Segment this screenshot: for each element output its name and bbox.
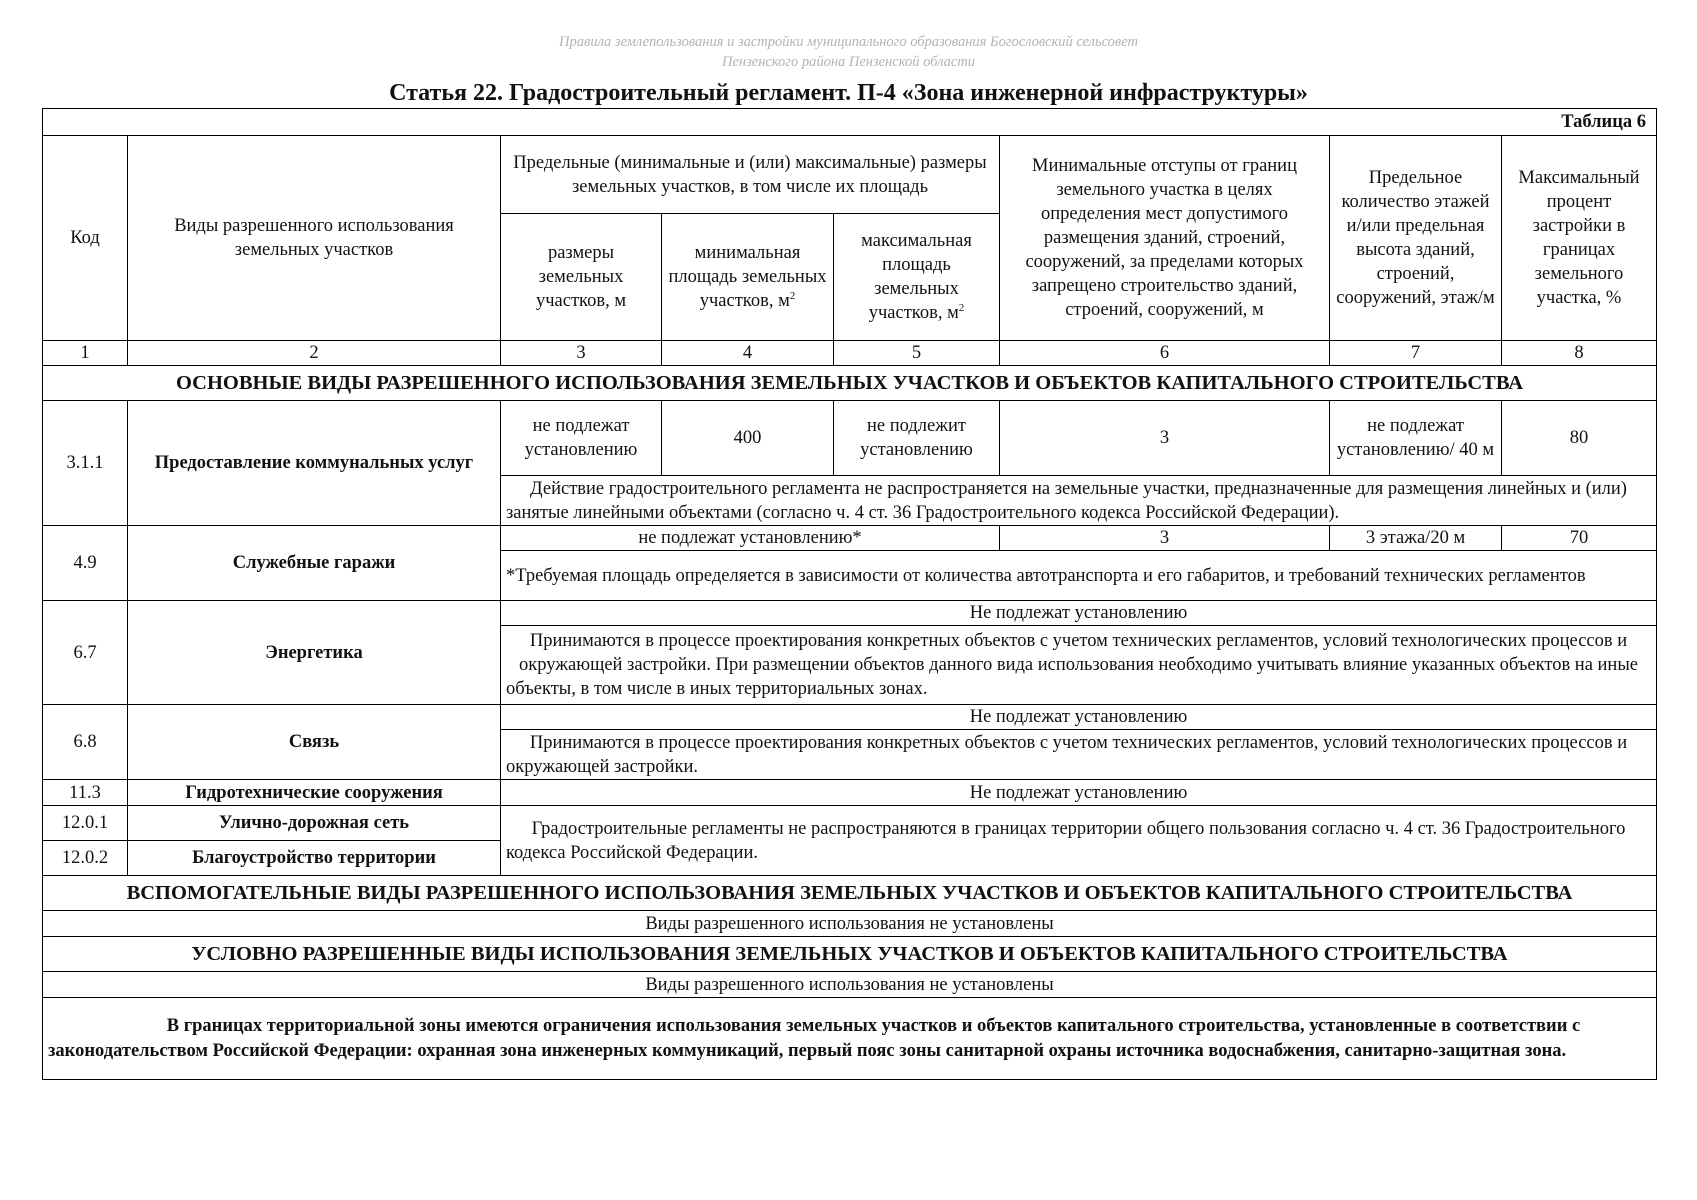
header-floors: Предельное количество этажей и/или предельная высота зданий, строений, сооружений, этаж/м — [1330, 136, 1502, 341]
header-coverage: Максимальный процент застройки в границах земельного участка, % — [1502, 136, 1657, 341]
header-max-area-text: максимальная площадь земельных участков, м — [861, 231, 972, 323]
row-name: Связь — [128, 705, 501, 780]
area-unit-superscript: 2 — [789, 289, 796, 302]
section-conditional-row — [43, 937, 1657, 972]
section-main-heading: ОСНОВНЫЕ ВИДЫ РАЗРЕШЕННОГО ИСПОЛЬЗОВАНИЯ ЗЕМЕЛЬНЫХ УЧАСТКОВ И ОБЪЕКТОВ КАПИТАЛЬНОГО СТРОИТЕЛЬСТВА — [43, 366, 1657, 401]
page-header-line-2: Пензенского района Пензенской области — [722, 54, 975, 70]
row-name: Улично-дорожная сеть — [128, 806, 501, 841]
header-min-area-text: минимальная площадь земельных участков, м — [668, 243, 827, 311]
row-merged-value: Не подлежат установлению — [501, 705, 1657, 730]
column-number: 1 — [43, 341, 128, 366]
row-floors: 3 этажа/20 м — [1330, 526, 1502, 551]
section-auxiliary-note: Виды разрешенного использования не установлены — [43, 911, 1657, 937]
article-title: Статья 22. Градостроительный регламент. П-4 «Зона инженерной инфраструктуры» — [389, 80, 1308, 106]
row-note: Принимаются в процессе проектирования конкретных объектов с учетом технических регламентов, условий технологических процессов и окружающей застройки. — [501, 730, 1657, 780]
row-name: Гидротехнические сооружения — [128, 780, 501, 806]
column-number: 5 — [834, 341, 1000, 366]
row-coverage: 80 — [1502, 401, 1657, 476]
row-code: 6.8 — [43, 705, 128, 780]
row-name: Предоставление коммунальных услуг — [128, 401, 501, 526]
row-min-area: 400 — [662, 401, 834, 476]
row-code: 4.9 — [43, 526, 128, 601]
row-merged-value: Не подлежат установлению — [501, 780, 1657, 806]
row-code: 12.0.2 — [43, 841, 128, 876]
header-setbacks: Минимальные отступы от границ земельного участка в целях определения мест допустимого размещения зданий, строений, сооружений, за пределами которых запрещено строительство зданий, строений, сооружений, м — [1000, 136, 1330, 341]
restrictions-cell — [43, 998, 1657, 1080]
table-row — [43, 705, 1657, 730]
section-conditional-note-row — [43, 972, 1657, 998]
column-number: 3 — [501, 341, 662, 366]
table-row — [43, 780, 1657, 806]
page-header-line-1: Правила землепользования и застройки муниципального образования Богословский сельсовет — [559, 34, 1138, 50]
regulation-table — [42, 108, 1657, 1080]
table-number: Таблица 6 — [43, 109, 1657, 136]
header-sizes: размеры земельных участков, м — [501, 214, 662, 341]
public-territory-note: Градостроительные регламенты не распространяются в границах территории общего пользования согласно ч. 4 ст. 36 Градостроительного кодекса Российской Федерации. — [501, 806, 1657, 876]
section-auxiliary-row — [43, 876, 1657, 911]
column-number: 6 — [1000, 341, 1330, 366]
row-setback: 3 — [1000, 526, 1330, 551]
header-limits-group: Предельные (минимальные и (или) максимальные) размеры земельных участков, в том числе их площадь — [501, 136, 1000, 214]
table-number-row — [43, 109, 1657, 136]
row-setback: 3 — [1000, 401, 1330, 476]
section-main-row — [43, 366, 1657, 401]
row-floors: не подлежат установлению/ 40 м — [1330, 401, 1502, 476]
row-name: Энергетика — [128, 601, 501, 705]
table-row — [43, 806, 1657, 841]
column-number: 8 — [1502, 341, 1657, 366]
column-number: 2 — [128, 341, 501, 366]
column-numbers-row — [43, 341, 1657, 366]
header-use-types: Виды разрешенного использования земельных участков — [128, 136, 501, 341]
row-code: 12.0.1 — [43, 806, 128, 841]
row-max-area: не подлежит установлению — [834, 401, 1000, 476]
column-number: 4 — [662, 341, 834, 366]
row-sizes-merged: не подлежат установлению* — [501, 526, 1000, 551]
table-row — [43, 601, 1657, 626]
header-min-area — [662, 214, 834, 341]
section-auxiliary-heading: ВСПОМОГАТЕЛЬНЫЕ ВИДЫ РАЗРЕШЕННОГО ИСПОЛЬЗОВАНИЯ ЗЕМЕЛЬНЫХ УЧАСТКОВ И ОБЪЕКТОВ КАПИТАЛЬНОГО СТРОИТЕЛЬСТВА — [43, 876, 1657, 911]
row-sizes: не подлежат установлению — [501, 401, 662, 476]
row-merged-value: Не подлежат установлению — [501, 601, 1657, 626]
table-row — [43, 526, 1657, 551]
restrictions-row — [43, 998, 1657, 1080]
header-code: Код — [43, 136, 128, 341]
restrictions-note: В границах территориальной зоны имеются ограничения использования земельных участков и объектов капитального строительства, установленные в соответствии с законодательством Российской Федерации: охранная зона инженерных коммуникаций, первый пояс зоны санитарной охраны источника водоснабжения, санитарно-защитная зона. — [48, 1015, 1581, 1061]
row-code: 11.3 — [43, 780, 128, 806]
row-note: *Требуемая площадь определяется в зависимости от количества автотранспорта и его габаритов, и требований технических регламентов — [501, 551, 1657, 601]
table-row — [43, 401, 1657, 476]
row-note: Действие градостроительного регламента не распространяется на земельные участки, предназначенные для размещения линейных и (или) занятые линейными объектами (согласно ч. 4 ст. 36 Градостроительного кодекса Российской Федерации). — [501, 476, 1657, 526]
area-unit-superscript: 2 — [958, 301, 965, 314]
header-max-area — [834, 214, 1000, 341]
row-note: Принимаются в процессе проектирования конкретных объектов с учетом технических регламентов, условий технологических процессов и окружающей застройки. При размещении объектов данного вида использования необходимо учитывать влияние указанных объектов на иные объекты, в том числе в иных территориальных зонах. — [501, 626, 1657, 705]
section-conditional-heading: УСЛОВНО РАЗРЕШЕННЫЕ ВИДЫ ИСПОЛЬЗОВАНИЯ ЗЕМЕЛЬНЫХ УЧАСТКОВ И ОБЪЕКТОВ КАПИТАЛЬНОГО СТРОИТЕЛЬСТВА — [43, 937, 1657, 972]
column-number: 7 — [1330, 341, 1502, 366]
row-code: 6.7 — [43, 601, 128, 705]
row-name: Служебные гаражи — [128, 526, 501, 601]
row-coverage: 70 — [1502, 526, 1657, 551]
row-name: Благоустройство территории — [128, 841, 501, 876]
section-auxiliary-note-row — [43, 911, 1657, 937]
header-row — [43, 136, 1657, 214]
section-conditional-note: Виды разрешенного использования не установлены — [43, 972, 1657, 998]
row-code: 3.1.1 — [43, 401, 128, 526]
